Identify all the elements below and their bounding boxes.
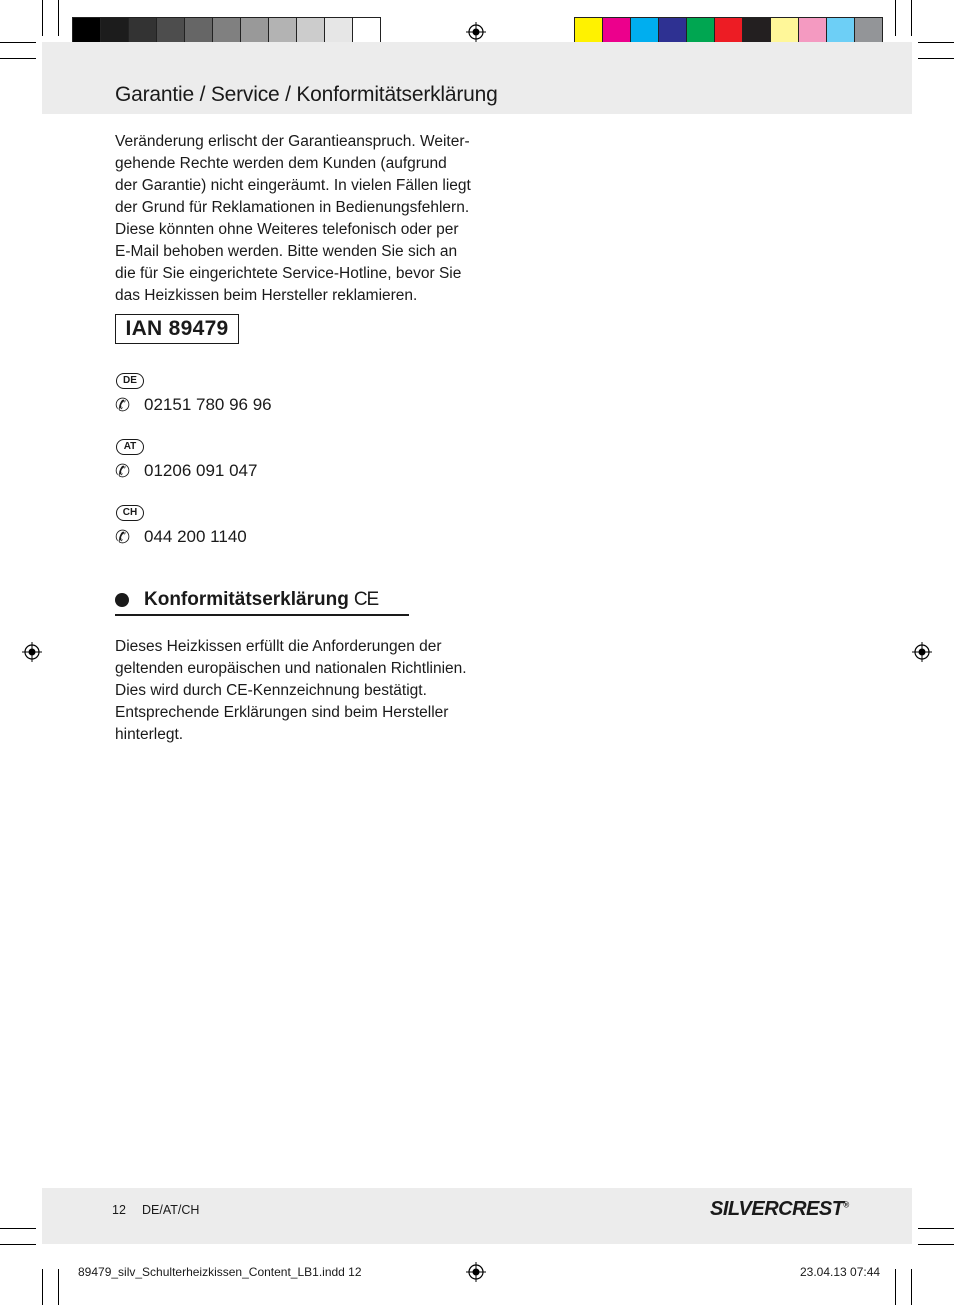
crop-mark	[911, 0, 912, 36]
crop-mark	[58, 1269, 59, 1305]
text-line: Dies wird durch CE-Kennzeichnung bestätigt.	[115, 682, 427, 699]
crop-mark	[58, 0, 59, 36]
phone-number: 01206 091 047	[144, 461, 258, 480]
text-line: E-Mail behoben werden. Bitte wenden Sie sich an	[115, 243, 458, 260]
text-line: Diese könnten ohne Weiteres telefonisch oder per	[115, 221, 459, 238]
crop-mark	[0, 42, 36, 43]
brand-logo	[710, 1198, 849, 1221]
text-line: geltenden europäischen und nationalen Richtlinien.	[115, 660, 467, 677]
registration-mark-icon	[466, 1262, 486, 1282]
registered-mark: ®	[843, 1200, 849, 1210]
telephone-icon: ✆	[115, 460, 131, 481]
country-badge-de: DE	[116, 373, 144, 389]
text-line: gehende Rechte werden dem Kunden (aufgrund	[115, 155, 447, 172]
section-underline	[115, 614, 409, 616]
telephone-icon: ✆	[115, 394, 131, 415]
slug-date-time: 23.04.13 07:44	[800, 1265, 881, 1279]
text-line: Entsprechende Erklärungen sind beim Hersteller	[115, 704, 449, 721]
crop-mark	[918, 58, 954, 59]
text-line: der Grund für Reklamationen in Bedienungsfehlern.	[115, 199, 470, 216]
phone-number: 02151 780 96 96	[144, 395, 272, 414]
crop-mark	[42, 1269, 43, 1305]
registration-mark-icon	[22, 642, 42, 662]
crop-mark	[918, 1244, 954, 1245]
country-badge-at: AT	[116, 439, 144, 455]
bullet-icon	[115, 593, 129, 607]
registration-mark-icon	[912, 642, 932, 662]
warranty-paragraph	[115, 131, 475, 307]
registration-mark-icon	[466, 22, 486, 42]
ce-mark-icon: CE	[353, 589, 379, 610]
page-title: Garantie / Service / Konformitätserklärung	[115, 83, 498, 106]
text-line: Dieses Heizkissen erfüllt die Anforderungen der	[115, 638, 442, 655]
country-badge-ch: CH	[116, 505, 144, 521]
brand-name: SILVERCREST	[710, 1198, 844, 1220]
hotline-row-de	[115, 394, 272, 416]
crop-mark	[895, 0, 896, 36]
slug-filename: 89479_silv_Schulterheizkissen_Content_LB1.indd 12	[78, 1265, 362, 1279]
telephone-icon: ✆	[115, 526, 131, 547]
phone-number: 044 200 1140	[144, 527, 247, 546]
conformity-paragraph	[115, 636, 475, 746]
page-number: 12	[112, 1203, 126, 1217]
crop-mark	[42, 0, 43, 36]
crop-mark	[0, 58, 36, 59]
crop-mark	[918, 42, 954, 43]
text-line: hinterlegt.	[115, 726, 184, 743]
crop-mark	[0, 1228, 36, 1229]
text-line: Veränderung erlischt der Garantieanspruch. Weiter-	[115, 133, 470, 150]
hotline-row-ch	[115, 526, 247, 548]
crop-mark	[0, 1244, 36, 1245]
crop-mark	[895, 1269, 896, 1305]
text-line: das Heizkissen beim Hersteller reklamieren.	[115, 287, 418, 304]
section-heading	[115, 589, 378, 611]
ian-number-box: IAN 89479	[115, 314, 239, 344]
text-line: die für Sie eingerichtete Service-Hotline, bevor Sie	[115, 265, 462, 282]
locale-label: DE/AT/CH	[142, 1203, 200, 1217]
crop-mark	[911, 1269, 912, 1305]
section-title: Konformitätserklärung	[144, 589, 349, 610]
hotline-row-at	[115, 460, 257, 482]
crop-mark	[918, 1228, 954, 1229]
text-line: der Garantie) nicht eingeräumt. In vielen Fällen liegt	[115, 177, 471, 194]
